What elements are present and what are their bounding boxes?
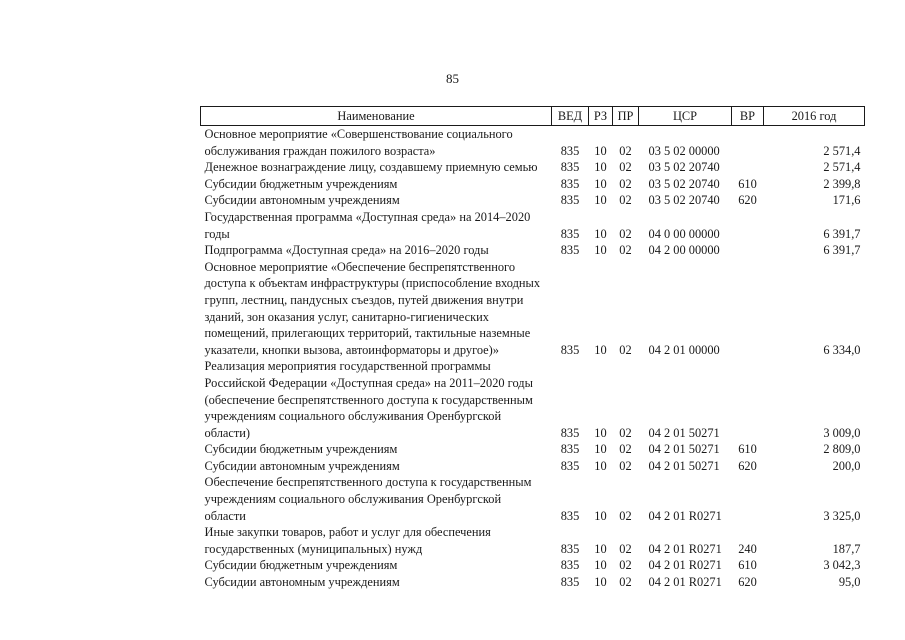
row-vr: 620 [738,193,757,208]
row-csr: 04 2 01 R0271 [648,541,722,556]
row-csr: 04 2 01 R0271 [648,558,722,573]
row-name: Субсидии автономным учреждениям [204,193,400,208]
row-name: Подпрограмма «Доступная среда» на 2016–2020 годы [204,243,489,258]
row-rz: 10 [594,342,607,357]
row-csr: 04 0 00 00000 [648,226,720,241]
row-vr [732,159,764,176]
row-sum: 187,7 [832,541,861,556]
row-rz: 10 [594,558,607,573]
row-pr: 02 [619,541,632,556]
row-vr [732,259,764,359]
row-sum: 3 009,0 [823,425,861,440]
row-ved: 835 [560,342,580,357]
row-vr [732,209,764,242]
row-sum: 6 391,7 [823,226,861,241]
page-number: 85 [446,71,459,86]
row-ved: 835 [560,193,580,208]
row-csr: 04 2 01 50271 [648,458,720,473]
row-rz: 10 [594,176,607,191]
row-csr: 03 5 02 20740 [648,193,720,208]
row-csr: 03 5 02 20740 [648,176,720,191]
row-pr: 02 [619,243,632,258]
row-rz: 10 [594,508,607,523]
row-csr: 04 2 01 R0271 [648,508,722,523]
row-sum: 6 391,7 [823,243,861,258]
row-pr: 02 [619,160,632,175]
row-name: Иные закупки товаров, работ и услуг для обеспечения государственных (муниципальных) нужд [204,525,491,556]
row-name: Основное мероприятие «Совершенствование социального обслуживания граждан пожилого возраста» [204,127,513,158]
table-row [201,358,865,441]
row-pr: 02 [619,176,632,191]
table-row [201,557,865,574]
table-header-row [201,107,865,126]
row-ved: 835 [560,575,580,590]
row-rz: 10 [594,442,607,457]
row-sum: 2 399,8 [823,176,861,191]
row-pr: 02 [619,458,632,473]
row-vr: 240 [738,541,757,556]
row-rz: 10 [594,425,607,440]
row-name: Субсидии автономным учреждениям [204,458,400,473]
row-vr: 610 [738,176,757,191]
row-ved: 835 [560,458,580,473]
row-ved: 835 [560,508,580,523]
row-pr: 02 [619,558,632,573]
table-row [201,259,865,359]
row-vr: 610 [738,442,757,457]
header-sum: 2016 год [764,107,865,126]
row-pr: 02 [619,442,632,457]
table-row [201,524,865,557]
row-csr: 04 2 01 50271 [648,442,720,457]
table-row [201,574,865,591]
table-row [201,159,865,176]
row-pr: 02 [619,226,632,241]
row-rz: 10 [594,160,607,175]
row-sum: 6 334,0 [823,342,861,357]
header-rz: РЗ [589,107,613,126]
row-rz: 10 [594,143,607,158]
row-name: Основное мероприятие «Обеспечение беспрепятственного доступа к объектам инфраструктуры (приспособление входных групп, лестниц, пандусных съездов, путей движения внутри зданий, зон оказания услуг, санитарно-гигиенических помещений, прилегающих территорий, тактильные наземные указатели, кнопки вызова, автоинформаторы и другое)» [204,259,541,357]
row-name: Субсидии автономным учреждениям [204,575,400,590]
row-csr: 04 2 01 R0271 [648,575,722,590]
header-pr: ПР [613,107,639,126]
row-csr: 04 2 01 50271 [648,425,720,440]
row-csr: 04 2 00 00000 [648,243,720,258]
row-vr [732,126,764,160]
header-vr: ВР [732,107,764,126]
row-pr: 02 [619,425,632,440]
row-pr: 02 [619,143,632,158]
row-name: Денежное вознаграждение лицу, создавшему приемную семью [204,160,538,175]
row-pr: 02 [619,193,632,208]
table-row [201,176,865,193]
row-name: Субсидии бюджетным учреждениям [204,442,398,457]
row-name: Государственная программа «Доступная среда» на 2014–2020 годы [204,209,531,241]
row-vr: 610 [738,558,757,573]
budget-table [200,106,865,591]
row-csr: 03 5 02 00000 [648,143,720,158]
row-rz: 10 [594,541,607,556]
row-pr: 02 [619,342,632,357]
row-rz: 10 [594,575,607,590]
row-name: Обеспечение беспрепятственного доступа к государственным учреждениям социального обслуживания Оренбургской области [204,475,532,523]
table-row [201,242,865,259]
row-rz: 10 [594,226,607,241]
row-ved: 835 [560,226,580,241]
row-sum: 2 571,4 [823,160,861,175]
row-sum: 2 571,4 [823,143,861,158]
row-name: Субсидии бюджетным учреждениям [204,176,398,191]
row-csr: 03 5 02 20740 [648,160,720,175]
row-vr [732,474,764,524]
row-ved: 835 [560,541,580,556]
row-vr: 620 [738,575,757,590]
row-ved: 835 [560,442,580,457]
row-vr: 620 [738,458,757,473]
row-sum: 200,0 [832,458,861,473]
row-vr [732,358,764,441]
row-sum: 171,6 [832,193,861,208]
table-row [201,126,865,160]
table-row [201,458,865,475]
header-name: Наименование [201,107,552,126]
row-ved: 835 [560,176,580,191]
row-ved: 835 [560,143,580,158]
row-rz: 10 [594,193,607,208]
row-ved: 835 [560,243,580,258]
table-row [201,441,865,458]
row-vr [732,242,764,259]
header-ved: ВЕД [552,107,589,126]
row-name: Субсидии бюджетным учреждениям [204,558,398,573]
table-row [201,192,865,209]
row-sum: 3 042,3 [823,558,861,573]
row-csr: 04 2 01 00000 [648,342,720,357]
row-sum: 2 809,0 [823,442,861,457]
row-sum: 95,0 [838,575,861,590]
row-name: Реализация мероприятия государственной программы Российской Федерации «Доступная среда» на 2011–2020 годы (обеспечение беспрепятственного доступа к государственным учреждениям социального обслуживания Оренбургской области) [204,359,533,440]
table-row [201,209,865,242]
row-pr: 02 [619,575,632,590]
row-ved: 835 [560,425,580,440]
row-sum: 3 325,0 [823,508,861,523]
table-row [201,474,865,524]
header-csr: ЦСР [639,107,732,126]
row-rz: 10 [594,458,607,473]
row-ved: 835 [560,160,580,175]
row-pr: 02 [619,508,632,523]
row-ved: 835 [560,558,580,573]
row-rz: 10 [594,243,607,258]
